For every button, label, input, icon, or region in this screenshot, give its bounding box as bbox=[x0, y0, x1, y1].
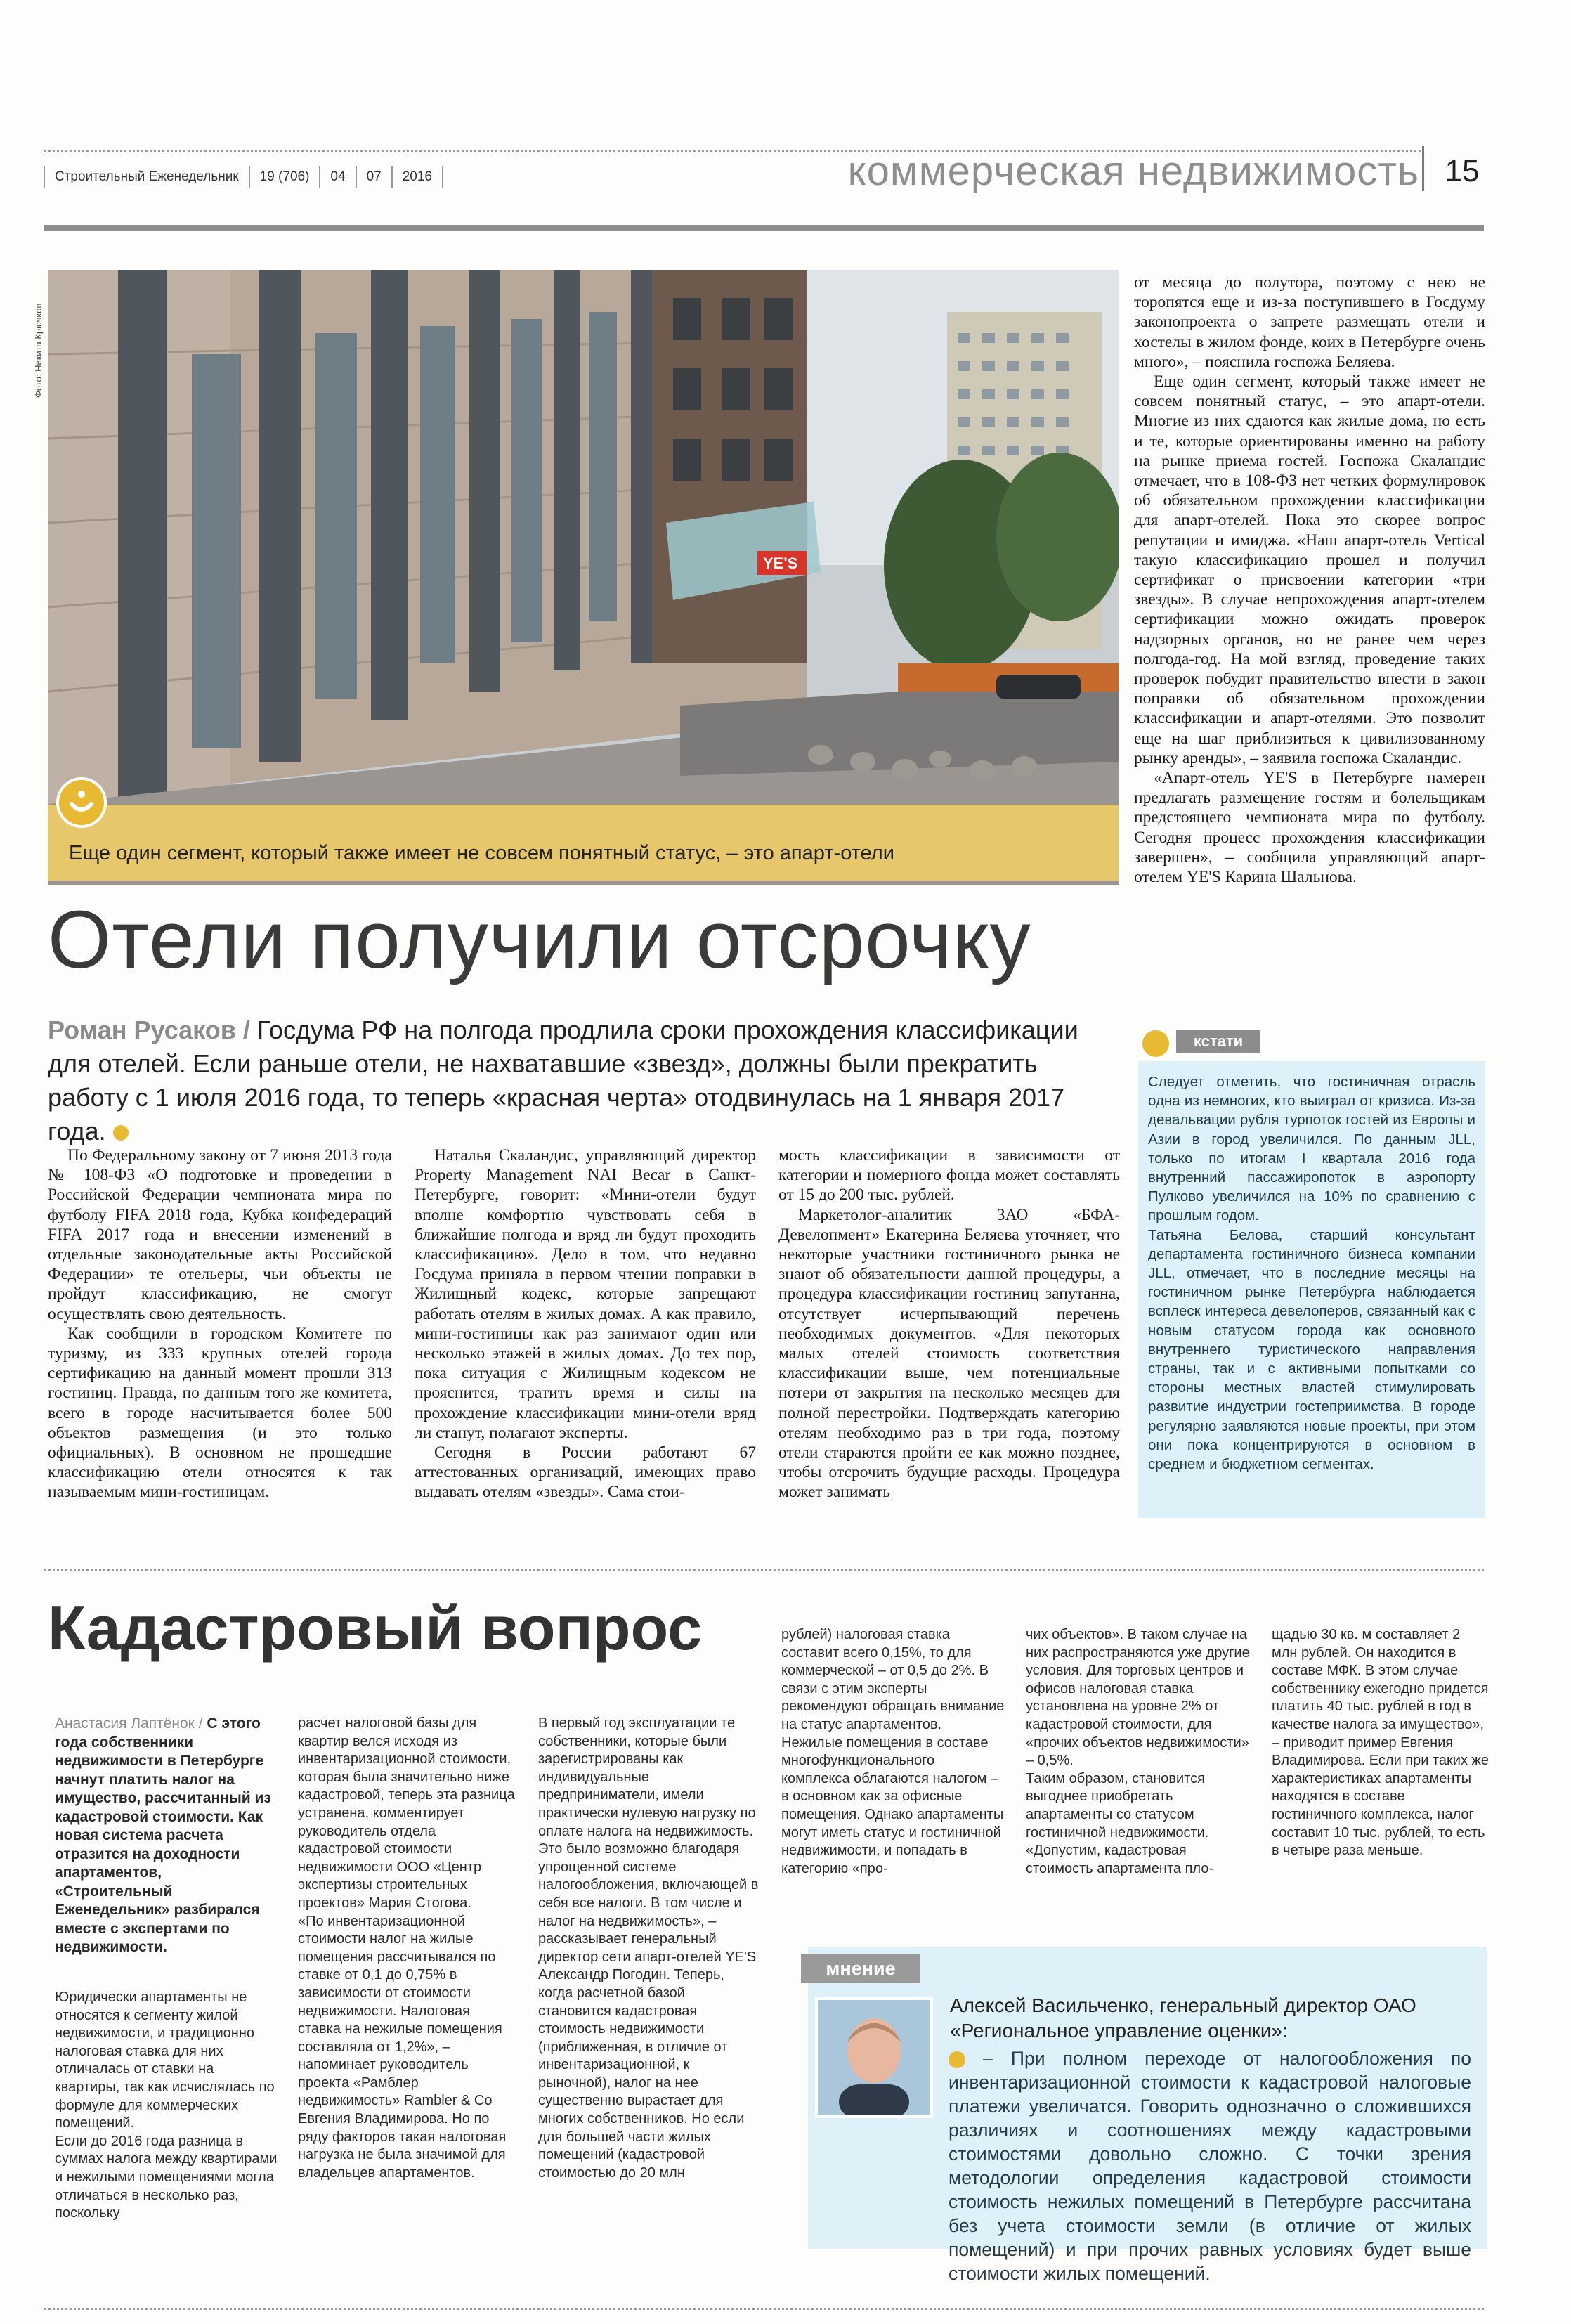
paragraph: «Допустим, кадастровая стоимость апартамента пло- bbox=[1026, 1843, 1214, 1876]
quote-arrow-icon bbox=[949, 2051, 965, 2068]
article-headline: Отели получили отсрочку bbox=[48, 894, 1031, 985]
photo-caption-bar bbox=[48, 805, 1119, 881]
issue-year: 2016 bbox=[393, 166, 443, 188]
hotel-sign: YE'S bbox=[763, 554, 798, 572]
article2-column-3 bbox=[538, 1715, 762, 2182]
kstati-paragraph: Татьяна Белова, старший консультант департамента гостиничного бизнеса компании JLL, отмечает, что в последние месяцы на гостиничном рынке Петербурга наблюдается всплеск интереса девелоперов, связанный как с новым статусом города как основного внутреннего туристического направления страны, так и с активными попытками со стороны местных властей стимулировать развитие индустрии гостеприимства. В городе регулярно заявляются новые проекты, при этом они пока концентрируются в основном в среднем и бюджетном сегментах. bbox=[1148, 1226, 1475, 1473]
paragraph: расчет налоговой базы для квартир велся исходя из инвентаризационной стоимости, которая была значительно ниже кадастровой, теперь эта разница устранена, комментирует руководитель отдела кадастровой стоимости недвижимости ООО «Центр экспертизы строительных проектов» Мария Стогова. bbox=[298, 1715, 515, 1911]
kstati-label: кстати bbox=[1176, 1030, 1260, 1053]
issue-meta bbox=[44, 163, 472, 191]
section-title: коммерческая недвижимость bbox=[847, 148, 1419, 194]
paragraph: Таким образом, становится выгоднее приобретать апартаменты со статусом гостиничной недвижимости. bbox=[1026, 1770, 1209, 1841]
issue-number: 19 (706) bbox=[250, 166, 321, 188]
opinion-text-block bbox=[808, 2046, 1487, 2285]
paragraph: Юридически апартаменты не относятся к сегменту жилой недвижимости, и традиционно налоговая ставка для них отличалась от ставки на квартиры, так как исчислялась по формуле для коммерческих помещений. bbox=[55, 1989, 275, 2131]
issue-month: 07 bbox=[357, 166, 393, 188]
article2-headline: Кадастровый вопрос bbox=[48, 1593, 703, 1663]
lead-text: Госдума РФ на полгода продлила сроки прохождения классификации для отелей. Если раньше отели, не нахватавшие «звезд», должны были прекратить работу с 1 июля 2016 года, то теперь «красная черта» отодвинулась на 1 января 2017 года. bbox=[48, 1015, 1078, 1145]
issue-day: 04 bbox=[320, 166, 356, 188]
paragraph: Наталья Скаландис, управляющий директор Property Management NAI Becar в Санкт-Петербурге, говорит: «Мини-отели будут вполне комфортно чувствовать себя в ближайшие полгода и вряд ли будут проходить классификацию». Дело в том, что недавно Госдума приняла в первом чтении поправки в Жилищный кодекс, которые запрещают работать отелям в жилых домах. А как правило, мини-гостиницы как раз занимают один или несколько этажей в жилых домах. До тех пор, пока ситуация с Жилищным кодексом не прояснится, тратить время и силы на прохождение классификации мини-отели вряд ли станут, полагают эксперты. bbox=[415, 1146, 756, 1442]
article-column-4 bbox=[1134, 273, 1485, 887]
paragraph: Если до 2016 года разница в суммах налога между квартирами и нежилыми помещениями могла отличаться в несколько раз, поскольку bbox=[55, 2133, 278, 2221]
kstati-paragraph: Следует отметить, что гостиничная отрасль одна из немногих, кто выиграл от кризиса. Из-за девальвации рубля турпоток гостей из Европы и Азии в город увеличился. По данным JLL, только по итогам I квартала 2016 года внутренний пассажиропоток в аэропорту Пулково увеличился на 10% по сравнению с прошлым годом. bbox=[1148, 1074, 1475, 1224]
article-column-3 bbox=[778, 1145, 1120, 1502]
article-column-1 bbox=[48, 1145, 392, 1502]
opinion-label: мнение bbox=[801, 1954, 920, 1983]
photo-caption: Еще один сегмент, который также имеет не совсем понятный статус, – это апарт-отели bbox=[69, 842, 894, 864]
paragraph: Еще один сегмент, который также имеет не совсем понятный статус, – это апарт-отели. Многие из них сдаются как жилые дома, но есть и те, которые ориентированы именно на работу на рынке приема гостей. Госпожа Скаландис отмечает, что в 108-ФЗ нет четких формулировок об обязательном прохождении классификации для апарт-отелей. Пока это скорее вопрос репутации и имиджа. «Наш апарт-отель Vertical такую классификацию прошел и получил сертификат о присвоении категории «три звезды». В случае непрохождения апарт-отелем сертификации можно ожидать проверок надзорных органов, но не ранее чем через полгода-год. На мой взгляд, проведение таких проверок побудит правительство внести в закон поправки об обязательном прохождении классификации и апарт-отелями. Это позволит еще на шаг приблизиться к цивилизованному рынку аренды», – заявила госпожа Скаландис. bbox=[1134, 372, 1485, 767]
smile-logo-icon bbox=[56, 777, 107, 828]
bottom-dotted-line bbox=[44, 2308, 1484, 2310]
arrow-icon bbox=[1142, 1030, 1169, 1057]
paragraph: Маркетолог-аналитик ЗАО «БФА-Девелопмент» Екатерина Беляева уточняет, что некоторые участники гостиничного рынка не знают об обязательности данной процедуры, а процедура классификации гостиниц запутанна, отсутствует исчерпывающий перечень необходимых документов. «Для некоторых малых отелей стоимость соответствия классификации выше, чем потенциальные потери от закрытия на несколько месяцев для полной перестройки. Подтверждать категорию отелям необходимо раз в три года, поэтому отели стараются пройти ее как можно позднее, чтобы отсрочить будущие расходы. Процедура может занимать bbox=[778, 1205, 1120, 1502]
paragraph: Как сообщили в городском Комитете по туризму, из 333 крупных отелей города сертификацию на данный момент прошли 313 гостиниц. Правда, по данным того же комитета, всего в городе насчитывается более 500 объектов размещения (и это только официальных). В основном не прошедшие классификацию отели относятся к так называемым мини-гостиницам. bbox=[48, 1324, 392, 1502]
section-divider bbox=[44, 1569, 1484, 1571]
article-author: Роман Русаков / bbox=[48, 1015, 250, 1044]
article2-lead-text: С этого года собственники недвижимости в Петербурге начнут платить налог на имущество, рассчитанный из кадастровой стоимости. Как новая система расчета отразится на доходности апартаментов, «Строительный Еженедельник» разбирался вместе с экспертами по недвижимости. bbox=[55, 1715, 271, 1955]
kstati-tag bbox=[1142, 1030, 1255, 1056]
header-rule bbox=[44, 225, 1484, 231]
photo-credit: Фото: Никита Крючков bbox=[33, 303, 44, 398]
paragraph: В первый год эксплуатации те собственники, которые были зарегистрированы как индивидуальные предприниматели, имели практически нулевую нагрузку по оплате налога на недвижимость. Это было возможно благодаря упрощенной системе налогообложения, включающей в себя все налоги. В том числе и налог на недвижимость», – рассказывает генеральный директор сети апарт-отелей YE'S Александр Погодин. Теперь, когда расчетной базой становится кадастровая стоимость недвижимости (приближенная, в отличие от инвентаризационной, к рыночной), налог на нее существенно вырастает для многих собственников. Но если для большей части жилых помещений (кадастровой стоимостью до 20 млн bbox=[538, 1715, 759, 2181]
paragraph: щадью 30 кв. м составляет 2 млн рублей. Он находится в составе МФК. В этом случае собственнику ежегодно придется платить 40 тыс. рублей в год в качестве налога за имущество», – приводит пример Евгения Владимирова. Если при таких же характеристиках апартаменты находятся в составе гостиничного комплекса, налог составит 10 тыс. рублей, то есть в четыре раза меньше. bbox=[1272, 1627, 1489, 1859]
page-number: 15 bbox=[1445, 154, 1480, 188]
paragraph: По Федеральному закону от 7 июня 2013 года № 108-ФЗ «О подготовке и проведении в Российской Федерации чемпионата мира по футболу FIFA 2018 года, Кубка конфедераций FIFA 2017 года и внесении изменений в отдельные законодательные акты Российской Федерации» те отельеры, чьи объекты не пройдут классификацию, не смогут осуществлять свою деятельность. bbox=[48, 1146, 392, 1323]
paragraph: Сегодня в России работают 67 аттестованных организаций, имеющих право выдавать отелям «звезды». Сама стои- bbox=[415, 1443, 756, 1502]
paragraph: «По инвентаризационной стоимости налог на жилые помещения рассчитывался по ставке от 0,1 до 0,75% в зависимости от стоимости недвижимости. Налоговая ставка на нежилые помещения составляла от 1,2%», – напоминает руководитель проекта «Рамблер недвижимость» Rambler & Co Евгения Владимирова. Но по ряду факторов такая налоговая нагрузка не была значимой для владельцев апартаментов. bbox=[298, 1913, 507, 2181]
building-illustration bbox=[48, 270, 1119, 885]
article-photo bbox=[48, 270, 1119, 885]
article-lead bbox=[48, 1013, 1116, 1148]
publication-name: Строительный Еженедельник bbox=[44, 166, 250, 188]
article2-column-1 bbox=[55, 1989, 278, 2223]
page-separator bbox=[1422, 146, 1424, 191]
paragraph: мость классификации в зависимости от категории и номерного фонда может составлять от 15 до 200 тыс. рублей. bbox=[778, 1146, 1120, 1205]
opinion-text: – При полном переходе от налогообложения по инвентаризационной стоимости к кадастровой налоговые платежи увеличатся. Говорить однозначно о сложившихся различиях и соотношениях между кадастровыми стоимостями довольно сложно. С точки зрения методологии определения кадастровой стоимости стоимость нежилых помещений в Петербурге рассчитана без учета стоимости земли (в отличие от жилых помещений) и при прочих равных условиях будет выше стоимости жилых помещений. bbox=[949, 2048, 1471, 2284]
kstati-box bbox=[1138, 1061, 1485, 1518]
paragraph: чих объектов». В таком случае на них распространяются уже другие условия. Для торговых центров и офисов налоговая ставка установлена на уровне 2% от кадастровой стоимости, для «прочих объектов недвижимости» – 0,5%. bbox=[1026, 1627, 1250, 1769]
article-column-2 bbox=[415, 1145, 756, 1502]
article2-column-5 bbox=[1026, 1626, 1251, 1878]
expert-name: Алексей Васильченко, генеральный директор ОАО «Региональное управление оценки»: bbox=[950, 1994, 1416, 2041]
paragraph: рублей) налоговая ставка составит всего 0,15%, то для коммерческой – от 0,5 до 2%. В связи с этим эксперты рекомендуют обращать внимание на статус апартаментов. Нежилые помещения в составе многофункционального комплекса облагаются налогом – в основном как за офисные помещения. Однако апартаменты могут иметь статус и гостиничной недвижимости, и попадать в категорию «про- bbox=[781, 1627, 1005, 1876]
end-arrow-icon bbox=[113, 1125, 129, 1141]
article2-author: Анастасия Лаптёнок / bbox=[55, 1715, 203, 1732]
opinion-text-wrap bbox=[949, 2046, 1487, 2285]
article2-column-6 bbox=[1272, 1626, 1489, 1860]
paragraph: от месяца до полутора, поэтому с нею не торопятся еще и из-за поступившего в Госдуму законопроекта о запрете размещать отели и хостелы в жилом фонде, коих в Петербурге очень много», – пояснила госпожа Беляева. bbox=[1134, 273, 1485, 371]
paragraph: «Апарт-отель YE'S в Петербурге намерен предлагать размещение гостям и болельщикам предстоящего чемпионата мира по футболу. Сегодня процесс прохождения классификации завершен», – сообщила управляющий апарт-отелем YE'S Карина Шальнова. bbox=[1134, 769, 1485, 887]
article2-lead bbox=[55, 1715, 278, 1957]
article2-column-4 bbox=[781, 1626, 1006, 1878]
article2-column-2 bbox=[298, 1715, 516, 2182]
